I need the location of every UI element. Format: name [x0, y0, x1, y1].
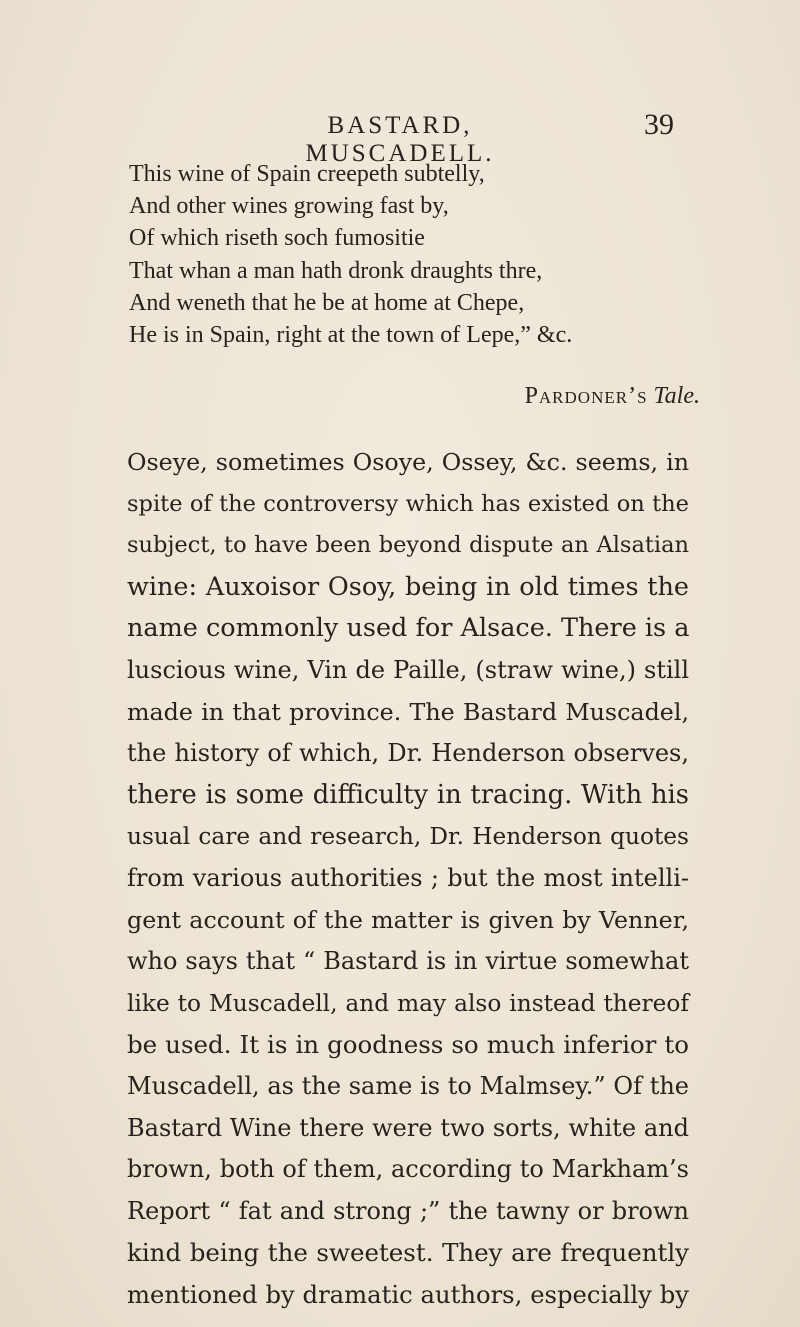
prose-line: kind being the sweetest. They are frequently: [127, 1238, 689, 1268]
prose-line: there is some difficulty in tracing. With his: [127, 779, 689, 810]
prose-line: mentioned by dramatic authors, especially by: [127, 1279, 689, 1309]
prose-line: usual care and research, Dr. Henderson quotes: [127, 823, 689, 851]
attribution-work: Tale.: [653, 383, 700, 409]
prose-line: who says that “ Bastard is in virtue somewhat: [127, 947, 689, 976]
prose-line: spite of the controversy which has existed on the: [127, 490, 689, 517]
prose-line: luscious wine, Vin de Paille, (straw wine,) still: [127, 655, 689, 684]
prose-line: subject, to have been beyond dispute an Alsatian: [127, 532, 689, 559]
verse-line: This wine of Spain creepeth subtelly,: [129, 161, 485, 187]
prose-line: Report “ fat and strong ;” the tawny or brown: [127, 1196, 689, 1225]
prose-line: like to Muscadell, and may also instead thereof: [127, 989, 689, 1017]
prose-line: name commonly used for Alsace. There is a: [127, 613, 690, 644]
verse-line: That whan a man hath dronk draughts thre,: [129, 257, 543, 284]
prose-line: Bastard Wine there were two sorts, white and: [127, 1113, 689, 1142]
prose-line: from various authorities ; but the most intelli-: [127, 863, 689, 892]
prose-line: be used. It is in goodness so much inferior to: [127, 1030, 689, 1060]
verse-quotation: [129, 158, 729, 351]
running-title: BASTARD, MUSCADELL.: [305, 112, 495, 167]
prose-line: Muscadell, as the same is to Malmsey.” Of the: [127, 1071, 689, 1100]
verse-line: He is in Spain, right at the town of Lepe,” &c.: [129, 322, 573, 349]
prose-line: gent account of the matter is given by Venner,: [127, 905, 689, 934]
prose-line: Oseye, sometimes Osoye, Ossey, &c. seems, in: [127, 448, 689, 476]
prose-line: wine: Auxoisor Osoy, being in old times the: [127, 571, 689, 602]
verse-line: And other wines growing fast by,: [129, 193, 449, 220]
page-number: 39: [644, 108, 674, 141]
body-paragraph: [127, 442, 689, 1315]
prose-line: the history of which, Dr. Henderson observes,: [127, 739, 689, 768]
verse-line: Of which riseth soch fumositie: [129, 225, 425, 252]
attribution-name: Pardoner’s: [524, 383, 648, 409]
prose-line: brown, both of them, according to Markham’s: [127, 1155, 689, 1184]
verse-attribution: [525, 383, 700, 410]
prose-line: made in that province. The Bastard Muscadel,: [127, 697, 689, 726]
verse-line: And weneth that he be at home at Chepe,: [129, 289, 525, 316]
